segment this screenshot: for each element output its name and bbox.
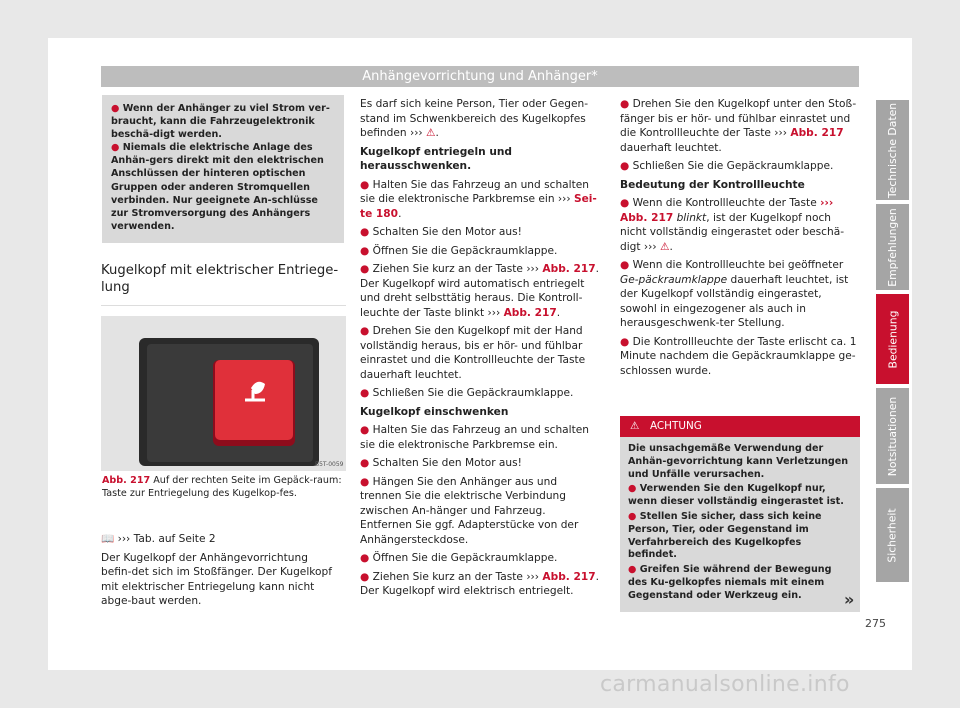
tab-bedienung[interactable]: Bedienung bbox=[876, 294, 909, 384]
caution-intro: Die unsachgemäße Verwendung der Anhän-gevorrichtung kann Verletzungen und Unfälle verursachen. bbox=[628, 443, 849, 480]
warning-triangle-icon: ⚠ bbox=[630, 420, 640, 432]
subheading: Kugelkopf einschwenken bbox=[360, 405, 509, 418]
watermark: carmanualsonline.info bbox=[600, 672, 850, 697]
figure-caption-text: Auf der rechten Seite im Gepäck-raum: Taste zur Entriegelung des Kugelkop-fes. bbox=[102, 475, 342, 499]
figure-code: B5T-0059 bbox=[315, 461, 344, 468]
page-reference-link[interactable]: Sei-te 180 bbox=[360, 193, 597, 220]
intro-paragraph: Der Kugelkopf der Anhängevorrichtung befin-det sich im Stoßfänger. Der Kugelkopf mit elektrischer Entriegelung kann nicht abge-baut werden. bbox=[101, 551, 332, 607]
divider bbox=[101, 305, 346, 306]
caution-item: Greifen Sie während der Bewegung des Ku-gelkopfes niemals mit einem Gegenstand oder Werkzeug ein. bbox=[628, 564, 832, 601]
table-reference[interactable]: ››› Tab. auf Seite 2 bbox=[117, 533, 216, 545]
column-1-text bbox=[101, 532, 341, 613]
tab-notsituationen[interactable]: Notsituationen bbox=[876, 388, 909, 484]
caution-item: Verwenden Sie den Kugelkopf nur, wenn dieser vollständig eingerastet ist. bbox=[628, 483, 844, 508]
subheading: Kugelkopf entriegeln und herausschwenken. bbox=[360, 145, 513, 172]
figure-reference-link[interactable]: Abb. 217 bbox=[542, 263, 596, 275]
tab-sicherheit[interactable]: Sicherheit bbox=[876, 488, 909, 582]
warning-triangle-icon: ⚠ bbox=[660, 240, 670, 253]
bullet-icon: ● bbox=[111, 103, 120, 114]
section-heading: Kugelkopf mit elektrischer Entriege-lung bbox=[101, 263, 339, 295]
continue-arrow-icon: » bbox=[844, 590, 855, 609]
figure-reference-link[interactable]: Abb. 217 bbox=[790, 127, 844, 139]
tab-technische-daten[interactable]: Technische Daten bbox=[876, 100, 909, 200]
page-header: Anhängevorrichtung und Anhänger* bbox=[101, 66, 859, 87]
figure-reference-link[interactable]: Abb. 217 bbox=[503, 306, 557, 319]
bullet-icon: ● bbox=[111, 142, 120, 154]
figure-caption bbox=[102, 474, 344, 500]
figure-reference-link[interactable]: ››› Abb. 217 bbox=[620, 197, 834, 224]
subheading: Bedeutung der Kontrollleuchte bbox=[620, 178, 805, 191]
figure-label: Abb. 217 bbox=[102, 475, 151, 486]
column-2-text: Es darf sich keine Person, Tier oder Gegen-stand im Schwenkbereich des Kugelkopfes befinden ››› ⚠. Kugelkopf entriegeln und herausschwenken. ● Halten Sie das Fahrzeug an und schalten sie die elektronische Parkbremse ein ››› Sei-te 180. ● Schalten Sie den Motor aus! ● Öffnen Sie die Gepäckraumklappe. ● Ziehen Sie kurz an der Taste ››› Abb. 217. Der Kugelkopf wird automatisch entriegelt und dreht selbsttätig heraus. Die Kontroll-leuchte der Taste blinkt ››› Abb. 217. ● Drehen Sie den Kugelkopf mit der Hand vollständig heraus, bis er hör- und fühlbar einrastet und die Kontrollleuchte der Taste dauerhaft leuchtet. ● Schließen Sie die Gepäckraumklappe. Kugelkopf einschwenken ● Halten Sie das Fahrzeug an und schalten sie die elektronische Parkbremse ein. ● Schalten Sie den Motor aus! ● Hängen Sie den Anhänger aus und trennen Sie die elektrische Verbindung zwischen An-hänger und Fahrzeug. Entfernen Sie ggf. Adapterstücke von der Anhängersteckdose. ● Öffnen Sie die Gepäckraumklappe. ● Ziehen Sie kurz an der Taste ››› Abb. 217. Der Kugelkopf wird elektrisch entriegelt. bbox=[360, 98, 599, 597]
caution-header bbox=[620, 416, 860, 437]
warning-item: Wenn der Anhänger zu viel Strom ver-braucht, kann die Fahrzeugelektronik beschä-digt werden. bbox=[111, 103, 330, 141]
caution-item: Stellen Sie sicher, dass sich keine Person, Tier, oder Gegenstand im Verfahrbereich des Kugelkopfes befindet. bbox=[628, 510, 822, 561]
caution-title: ACHTUNG bbox=[650, 420, 702, 432]
figure-reference-link[interactable]: Abb. 217 bbox=[542, 570, 596, 583]
page-number: 275 bbox=[865, 617, 886, 630]
ball-head-release-button-illustration bbox=[101, 316, 346, 471]
warning-triangle-icon: ⚠ bbox=[426, 127, 436, 139]
figure-image bbox=[101, 316, 346, 471]
book-icon: 📖 bbox=[101, 533, 115, 545]
tab-empfehlungen[interactable]: Empfehlungen bbox=[876, 204, 909, 290]
caution-box: ⚠ ACHTUNG Die unsachgemäße Verwendung der Anhän-gevorrichtung kann Verletzungen und Unfälle verursachen. ● Verwenden Sie den Kugelkopf nur, wenn dieser vollständig eingerastet ist. ● Stellen Sie sicher, dass sich keine Person, Tier, oder Gegenstand im Verfahrbereich des Kugelkopfes befindet. ● Greifen Sie während der Bewegung des Ku-gelkopfes niemals mit einem Gegenstand oder Werkzeug ein. bbox=[620, 416, 860, 612]
warning-box bbox=[102, 95, 344, 243]
warning-item: Niemals die elektrische Anlage des Anhän-gers direkt mit den elektrischen Anschlüssen der hinteren optischen Gruppen oder anderen Stromquellen verbinden. Nur geeignete An-schlüsse zur Stromversorgung des Anhängers verwenden. bbox=[111, 142, 324, 232]
column-3-text: ● Drehen Sie den Kugelkopf unter den Stoß-fänger bis er hör- und fühlbar einrastet und die Kontrollleuchte der Taste ››› Abb. 217 dauerhaft leuchtet. ● Schließen Sie die Gepäckraumklappe. Bedeutung der Kontrollleuchte ● Wenn die Kontrollleuchte der Taste ››› Abb. 217 blinkt, ist der Kugelkopf noch nicht vollständig eingerastet oder beschä-digt ››› ⚠. ● Wenn die Kontrollleuchte bei geöffneter Ge-päckraumklappe dauerhaft leuchtet, ist der Kugelkopf vollständig eingerastet, sowohl in eingezogener als auch in herausgeschwenk-ter Stellung. ● Die Kontrollleuchte der Taste erlischt ca. 1 Minute nachdem die Gepäckraumklappe ge-schlossen wurde. bbox=[620, 97, 860, 382]
